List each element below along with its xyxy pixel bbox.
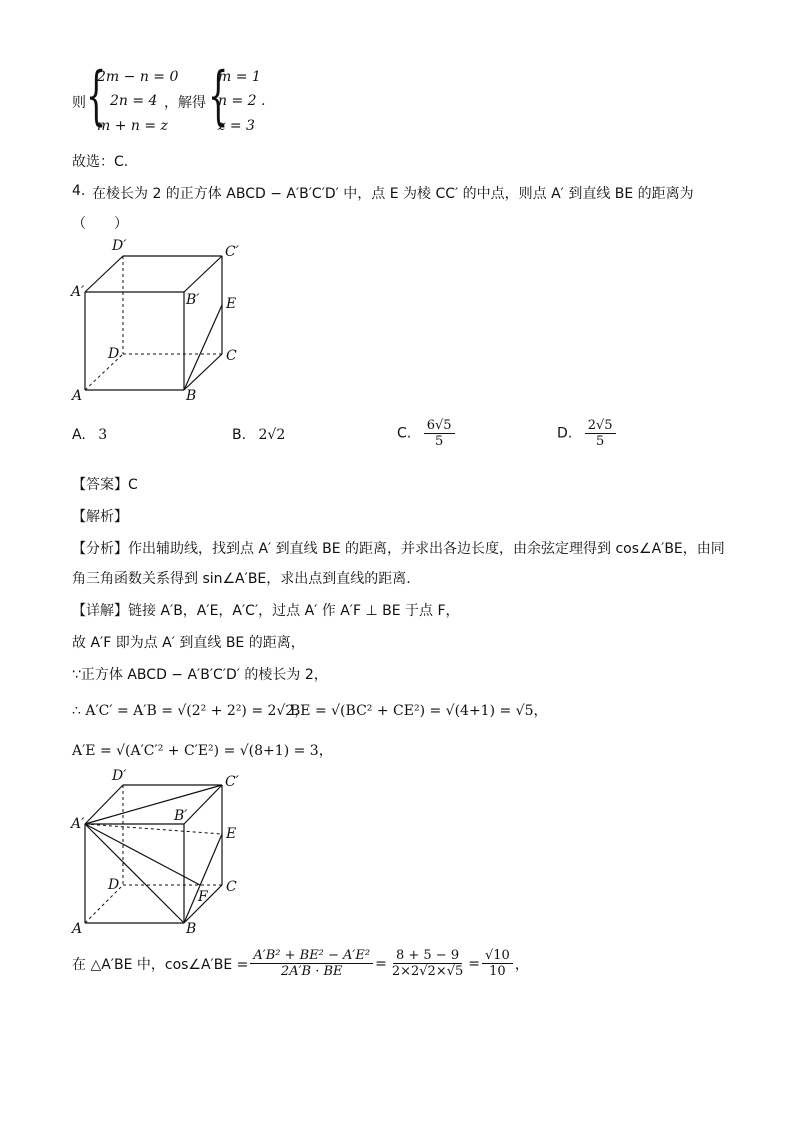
- fig2-label-b1: B′: [174, 808, 188, 824]
- detail-line-3: ∵正方体 ABCD − A′B′C′D′ 的棱长为 2，: [72, 667, 328, 683]
- fig2-label-b: B: [186, 921, 197, 937]
- option-a[interactable]: [72, 427, 107, 443]
- option-a-value: 3: [98, 427, 108, 443]
- analysis-text-1: 作出辅助线，找到点 A′ 到直线 BE 的距离，并求出各边长度，由余弦定理得到 cos∠A′BE，由同: [128, 541, 725, 557]
- answer-value: C: [128, 477, 138, 493]
- option-b-letter: B.: [232, 427, 247, 443]
- fig1-label-b1: B′: [186, 292, 200, 308]
- fig1-label-a: A: [72, 388, 83, 404]
- fig1-label-a1: A′: [71, 284, 85, 300]
- fig2-label-a1: A′: [71, 816, 85, 832]
- cube-figure-1: [68, 236, 248, 404]
- answer-tag: 【答案】: [72, 477, 128, 493]
- detail-line-2: 故 A′F 即为点 A′ 到直线 BE 的距离，: [72, 635, 305, 651]
- option-d-value: $\frac{2√5}{5}$: [585, 418, 616, 449]
- detail-tag: 【详解】: [72, 603, 128, 619]
- right-eq-3: z = 3: [218, 118, 255, 134]
- answer-line: [72, 474, 138, 494]
- fig1-label-c: C: [226, 348, 237, 364]
- analysis-sub-tag: 【分析】: [72, 541, 128, 557]
- detail-line-4b: BE = √(BC² + CE²) = √(4+1) = √5，: [290, 703, 548, 719]
- fig2-label-d: D: [108, 877, 120, 893]
- analysis-tag: 【解析】: [72, 509, 128, 525]
- fig2-label-f: F: [198, 889, 208, 905]
- option-c[interactable]: [397, 418, 457, 449]
- analysis-line-2: 角三角函数关系得到 sin∠A′BE，求出点到直线的距离.: [72, 571, 411, 587]
- analysis-line-1: [72, 538, 725, 558]
- fig1-label-d: D: [108, 346, 120, 362]
- cosine-prefix: 在 △A′BE 中，cos∠A′BE =: [72, 956, 249, 973]
- left-eq-2: 2n = 4: [110, 93, 158, 109]
- fig1-label-b: B: [186, 388, 197, 404]
- solved-text: ，解得: [164, 95, 206, 111]
- option-a-letter: A.: [72, 427, 86, 443]
- option-d-letter: D.: [557, 425, 573, 442]
- problem-paren: （ ）: [72, 216, 128, 232]
- problem-number: 4.: [72, 183, 86, 199]
- right-brace: {: [208, 59, 229, 133]
- right-eq-1: m = 1: [218, 69, 261, 85]
- problem-text: 在棱长为 2 的正方体 ABCD − A′B′C′D′ 中，点 E 为棱 CC′ 的中点，则点 A′ 到直线 BE 的距离为: [92, 186, 694, 202]
- fig2-label-c1: C′: [225, 774, 239, 790]
- option-b[interactable]: [232, 427, 285, 443]
- cosine-frac-1: $\frac{\text{A′B² + BE² − A′E²}}{2A'B \cdot BE}$: [250, 948, 373, 979]
- fig2-label-c: C: [226, 879, 237, 895]
- option-c-letter: C.: [397, 425, 412, 442]
- fig2-label-e: E: [226, 826, 237, 842]
- fig2-label-d1: D′: [112, 768, 127, 784]
- left-eq-3: m + n = z: [97, 118, 168, 134]
- detail-line-5: A′E = √(A′C′² + C′E²) = √(8+1) = 3，: [72, 743, 333, 759]
- cosine-frac-3: $\frac{√10}{10}$: [482, 948, 513, 979]
- option-d[interactable]: [557, 418, 618, 449]
- detail-line-4a: ∴ A′C′ = A′B = √(2² + 2²) = 2√2，: [72, 703, 309, 719]
- cosine-line: 在 △A′BE 中，cos∠A′BE = $\frac{\text{A′B² + BE² − A′E²}}{2A'B \cdot BE}$ = $\frac{8 + 5 - 9}{2\times 2√2\times√5}$ = $\frac{√10}{10}$ ，: [72, 948, 529, 979]
- fig1-label-c1: C′: [225, 244, 239, 260]
- right-eq-2: n = 2 .: [218, 93, 266, 109]
- left-brace: {: [86, 59, 107, 133]
- cosine-frac-2: $\frac{8 + 5 - 9}{2\times 2√2\times√5}$: [391, 948, 464, 979]
- cube-figure-2: [68, 766, 248, 938]
- cosine-end: ，: [514, 956, 529, 973]
- fig1-label-d1: D′: [112, 238, 127, 254]
- fig1-label-e: E: [226, 296, 237, 312]
- detail-text-1: 链接 A′B，A′E，A′C′，过点 A′ 作 A′F ⊥ BE 于点 F，: [128, 603, 460, 619]
- detail-line-1: [72, 600, 460, 620]
- option-b-value: 2√2: [258, 427, 286, 443]
- previous-answer: 故选：C.: [72, 154, 129, 170]
- option-c-value: $\frac{6√5}{5}$: [424, 418, 455, 449]
- system-prefix: 则: [72, 95, 86, 111]
- left-eq-1: 2m − n = 0: [97, 69, 179, 85]
- fig2-label-a: A: [72, 921, 83, 937]
